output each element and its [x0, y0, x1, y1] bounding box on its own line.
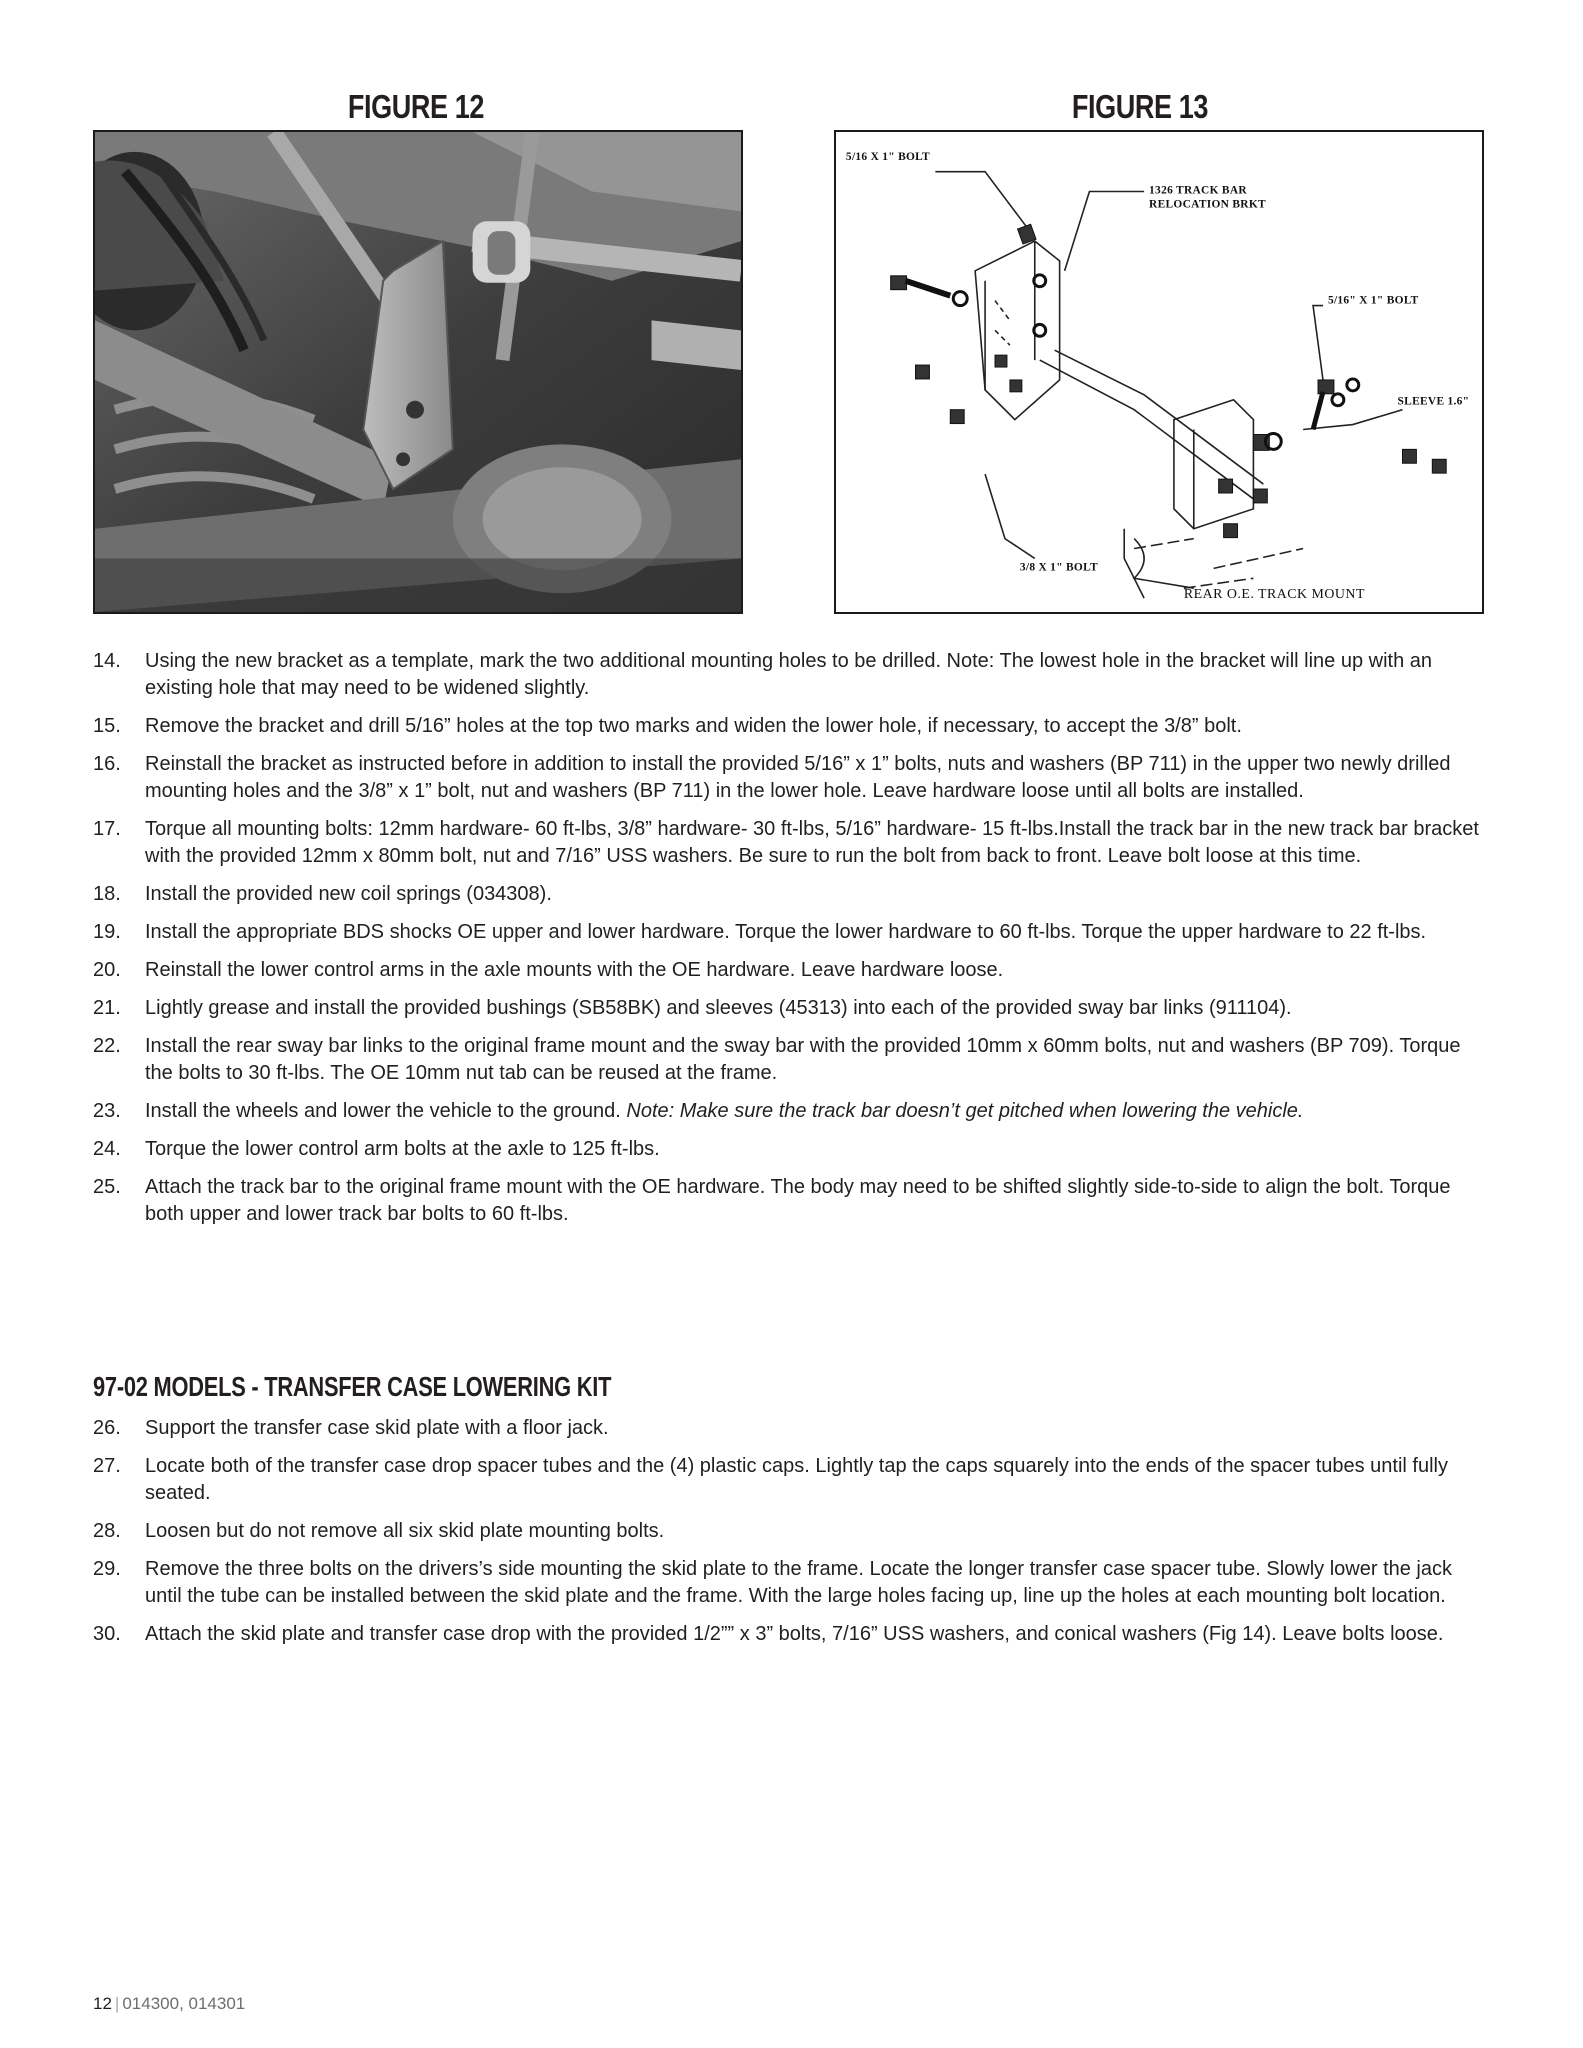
figure-13-title: FIGURE 13 — [1071, 88, 1209, 125]
label-sleeve: SLEEVE 1.6" — [1397, 395, 1470, 408]
step-number: 14. — [93, 650, 121, 672]
track-bar-bracket-diagram — [836, 132, 1482, 612]
step-text: Attach the track bar to the original frame mount with the OE hardware. The body may need to be shifted slightly side-to-side to align the bolt. Torque both upper and lower track bar bolts to 60 ft-lbs. — [145, 1176, 1451, 1225]
step-number: 18. — [93, 883, 121, 905]
step-text: Support the transfer case skid plate with a floor jack. — [145, 1417, 609, 1439]
step-text: Reinstall the lower control arms in the axle mounts with the OE hardware. Leave hardware loose. — [145, 959, 1004, 981]
list-item — [93, 713, 1493, 740]
list-item — [93, 995, 1493, 1022]
label-bracket: 1326 TRACK BAR — [1149, 184, 1247, 197]
label-bracket-2: RELOCATION BRKT — [1149, 198, 1266, 211]
step-text: Torque all mounting bolts: 12mm hardware- 60 ft-lbs, 3/8” hardware- 30 ft-lbs, 5/16” hardware- 15 ft-lbs.Install the track bar in the new track bar bracket with the provided 12mm x 80mm bolt, nut and 7/16” USS washers. Be sure to run the bolt from back to front. Leave bolt loose at this time. — [145, 818, 1479, 867]
bolt-left-shank — [906, 281, 951, 296]
list-item — [93, 957, 1493, 984]
figure-12-photo — [93, 130, 743, 614]
list-item — [93, 881, 1493, 908]
list-item — [93, 1098, 1493, 1125]
step-text: Loosen but do not remove all six skid plate mounting bolts. — [145, 1520, 665, 1542]
undercarriage-photo — [95, 132, 741, 612]
nut-left — [916, 365, 930, 379]
step-text: Reinstall the bracket as instructed before in addition to install the provided 5/16” x 1” bolts, nuts and washers (BP 711) in the upper two newly drilled mounting holes and the 3/8” x 1” bolt, nut and washers (BP 711) in the lower hole. Leave hardware loose until all bolts are installed. — [145, 753, 1451, 802]
step-number: 23. — [93, 1100, 121, 1122]
list-item — [93, 1136, 1493, 1163]
step-text: Using the new bracket as a template, mark the two additional mounting holes to be drilled. Note: The lowest hole in the bracket will line up with an existing hole that may need to be widened slightly. — [145, 650, 1433, 699]
label-bolt-right: 5/16" X 1" BOLT — [1327, 294, 1419, 307]
bolt-right-head — [1318, 380, 1334, 394]
step-text: Remove the three bolts on the drivers’s side mounting the skid plate to the frame. Locate the longer transfer case spacer tube. Slowly lower the jack until the tube can be installed between the skid plate and the frame. With the large holes facing up, line up the holes at each mounting bolt location. — [145, 1558, 1452, 1607]
step-text: Install the appropriate BDS shocks OE upper and lower hardware. Torque the lower hardware to 60 ft-lbs. Torque the upper hardware to 22 ft-lbs. — [145, 921, 1427, 943]
step-number: 26. — [93, 1417, 121, 1439]
list-item — [93, 1621, 1493, 1648]
list-item — [93, 1415, 1493, 1442]
part-numbers: 014300, 014301 — [122, 1994, 246, 2013]
step-text: Install the provided new coil springs (034308). — [145, 883, 552, 905]
list-item — [93, 1033, 1493, 1087]
label-bolt-bottom: 3/8 X 1" BOLT — [1019, 561, 1098, 574]
page-number: 12 — [93, 1994, 112, 2013]
step-text: Install the rear sway bar links to the original frame mount and the sway bar with the provided 10mm x 60mm bolts, nut and washers (BP 709). Torque the bolts to 30 ft-lbs. The OE 10mm nut tab can be reused at the frame. — [145, 1035, 1461, 1084]
figure-13-diagram — [834, 130, 1484, 614]
step-number: 30. — [93, 1623, 121, 1645]
step-text: Attach the skid plate and transfer case drop with the provided 1/2”” x 3” bolts, 7/16” USS washers, and conical washers (Fig 14). Leave bolts loose. — [145, 1623, 1444, 1645]
step-number: 29. — [93, 1558, 121, 1580]
step-number: 24. — [93, 1138, 121, 1160]
list-item — [93, 1174, 1493, 1228]
section-heading: 97-02 MODELS - TRANSFER CASE LOWERING KIT — [93, 1371, 612, 1402]
list-item — [93, 919, 1493, 946]
bolt-bottom-head — [950, 410, 964, 424]
list-item — [93, 751, 1493, 805]
step-note: Note: Make sure the track bar doesn’t get pitched when lowering the vehicle. — [626, 1100, 1304, 1122]
list-item — [93, 816, 1493, 870]
step-number: 28. — [93, 1520, 121, 1542]
list-item — [93, 1556, 1493, 1610]
list-item — [93, 648, 1493, 702]
page-footer — [93, 1994, 245, 2014]
step-number: 15. — [93, 715, 121, 737]
step-number: 17. — [93, 818, 121, 840]
step-text: Locate both of the transfer case drop spacer tubes and the (4) plastic caps. Lightly tap the caps squarely into the ends of the spacer tubes until fully seated. — [145, 1455, 1448, 1504]
step-number: 25. — [93, 1176, 121, 1198]
instruction-list-a — [93, 648, 1493, 1239]
step-number: 16. — [93, 753, 121, 775]
list-item — [93, 1453, 1493, 1507]
step-text: Lightly grease and install the provided bushings (SB58BK) and sleeves (45313) into each of the provided sway bar links (911104). — [145, 997, 1292, 1019]
footer-separator: | — [114, 1994, 120, 2013]
step-number: 19. — [93, 921, 121, 943]
step-text: Torque the lower control arm bolts at the axle to 125 ft-lbs. — [145, 1138, 660, 1160]
label-rear-mount: REAR O.E. TRACK MOUNT — [1183, 587, 1365, 603]
step-number: 20. — [93, 959, 121, 981]
list-item — [93, 1518, 1493, 1545]
figure-12-title: FIGURE 12 — [347, 88, 485, 125]
step-text: Install the wheels and lower the vehicle to the ground. — [145, 1100, 627, 1122]
step-number: 27. — [93, 1455, 121, 1477]
instruction-list-b — [93, 1415, 1493, 1659]
step-number: 22. — [93, 1035, 121, 1057]
label-bolt-top: 5/16 X 1" BOLT — [845, 150, 930, 163]
step-number: 21. — [93, 997, 121, 1019]
step-text: Remove the bracket and drill 5/16” holes at the top two marks and widen the lower hole, if necessary, to accept the 3/8” bolt. — [145, 715, 1242, 737]
bolt-left-head — [891, 276, 907, 290]
